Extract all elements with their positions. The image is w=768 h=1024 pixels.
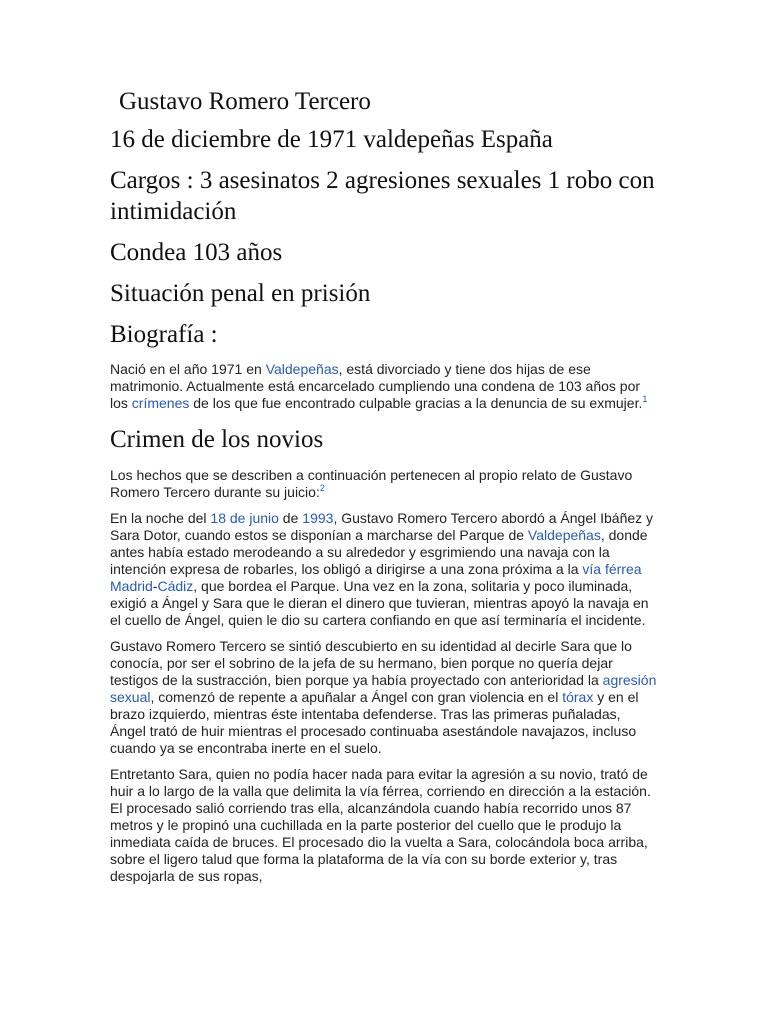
bio-heading: Biografía :	[110, 321, 218, 348]
status-line: Situación penal en prisión	[110, 280, 371, 307]
paragraph-text: -	[152, 578, 158, 594]
paragraph-text: , comenzó de repente a apuñalar a Ángel con gran violencia en el	[150, 689, 563, 705]
bio-paragraph	[110, 361, 660, 412]
crime-heading: Crimen de los novios	[110, 426, 324, 453]
link-18-de-junio[interactable]: 18 de junio	[210, 510, 279, 526]
subject-name: Gustavo Romero Tercero	[119, 88, 371, 115]
sentence-line: Condea 103 años	[110, 239, 283, 266]
charges-line: Cargos : 3 asesinatos 2 agresiones sexuales 1 robo con intimidación	[110, 167, 655, 225]
bio-text: de los que fue encontrado culpable gracias a la denuncia de su exmujer.	[189, 395, 643, 411]
crime-paragraph-2	[110, 638, 660, 757]
link-torax[interactable]: tórax	[562, 689, 594, 705]
paragraph-text: , que bordea el Parque. Una vez en la zona, solitaria y poco iluminada, exigió a Ángel y Sara que le dieran el dinero que tuvieran, mientras apoyó la navaja en el cuello de Ángel, quien le dio su cartera confiando en que así terminaría el incidente.	[110, 578, 649, 628]
footnote-ref-1[interactable]: 1	[642, 394, 648, 404]
paragraph-text: Entretanto Sara, quien no podía hacer nada para evitar la agresión a su novio, trató de huir a lo largo de la valla que delimita la vía férrea, corriendo en dirección a la estación. El procesado salió corriendo tras ella, alcanzándola cuando había recorrido unos 87 metros y le propinó una cuchillada en la parte posterior del cuello que le produjo la inmediata caída de bruces. El procesado dio la vuelta a Sara, colocándola boca arriba, sobre el ligero talud que forma la plataforma de la vía con su borde exterior y, tras despojarla de sus ropas,	[110, 766, 651, 884]
paragraph-text: En la noche del	[110, 510, 211, 526]
paragraph-text: Gustavo Romero Tercero se sintió descubierto en su identidad al decirle Sara que lo conocía, por ser el sobrino de la jefa de su hermano, bien porque no quería dejar testigos de la sustracción, bien porque ya había proyectado con anterioridad la	[110, 638, 632, 688]
link-valdepenas[interactable]: Valdepeñas	[527, 527, 601, 543]
link-valdepenas[interactable]: Valdepeñas	[265, 361, 339, 377]
paragraph-text: Los hechos que se describen a continuación pertenecen al propio relato de Gustavo Romero Tercero durante su juicio:	[110, 467, 633, 500]
bio-text: Nació en el año 1971 en	[110, 361, 266, 377]
link-via-ferrea[interactable]: vía férrea	[582, 561, 642, 577]
link-cadiz[interactable]: Cádiz	[157, 578, 194, 594]
link-agresion-sexual[interactable]: agresión sexual	[110, 672, 657, 705]
crime-paragraph-1	[110, 510, 660, 629]
link-madrid[interactable]: Madrid	[110, 578, 153, 594]
paragraph-text: y en el brazo izquierdo, mientras éste intentaba defenderse. Tras las primeras puñaladas, Ángel trató de huir mientras el procesado continuaba asestándole navajazos, incluso cuando ya se encontraba inerte en el suelo.	[110, 689, 639, 756]
birth-line: 16 de diciembre de 1971 valdepeñas España	[110, 126, 553, 153]
paragraph-text: de	[278, 510, 303, 526]
link-crimenes[interactable]: crímenes	[131, 395, 190, 411]
link-1993[interactable]: 1993	[302, 510, 334, 526]
paragraph-text: , donde antes había estado merodeando a su alrededor y esgrimiendo una navaja con la intención expresa de robarles, los obligó a dirigirse a una zona próxima a la	[110, 527, 648, 577]
crime-paragraph-3	[110, 766, 660, 885]
document-page	[110, 86, 660, 885]
crime-intro-paragraph	[110, 467, 660, 501]
footnote-ref-2[interactable]: 2	[319, 483, 325, 493]
bio-text: , está divorciado y tiene dos hijas de ese matrimonio. Actualmente está encarcelado cumpliendo una condena de 103 años por los	[110, 361, 641, 411]
paragraph-text: , Gustavo Romero Tercero abordó a Ángel Ibáñez y Sara Dotor, cuando estos se disponían a marcharse del Parque de	[110, 510, 654, 543]
